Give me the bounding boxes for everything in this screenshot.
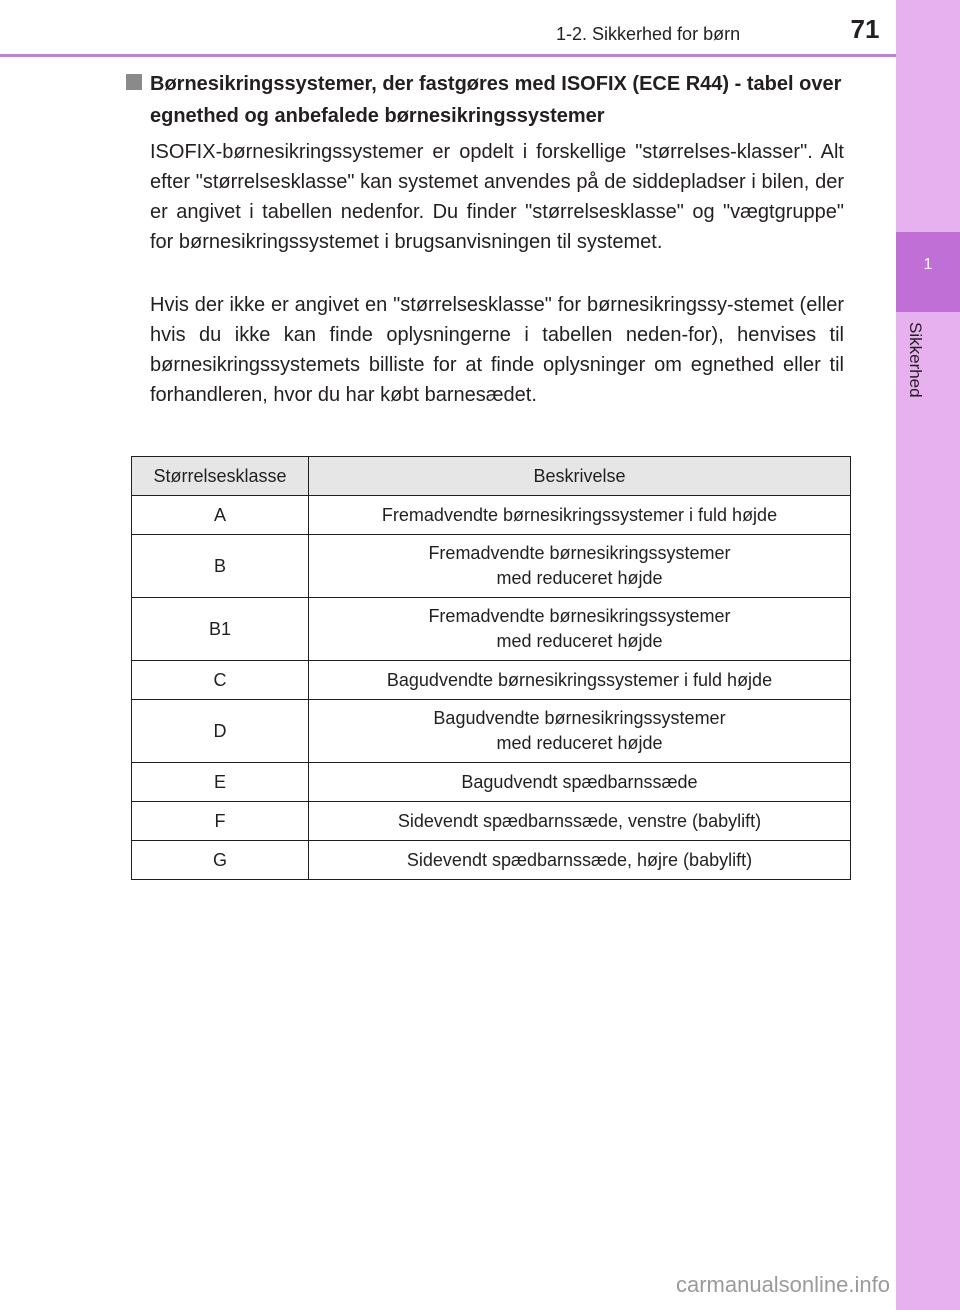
table-row [132, 700, 851, 763]
description-line: med reduceret højde [496, 568, 663, 588]
description-line: Sidevendt spædbarnssæde, venstre (babylift) [397, 810, 762, 831]
description-line: med reduceret højde [496, 733, 663, 753]
side-thumb-band [896, 0, 960, 1310]
section-heading-text: Børnesikringssystemer, der fastgøres med ISOFIX (ECE R44) - tabel over egnethed og anbefalede børnesikringssystemer [150, 73, 842, 127]
chapter-tab-label: Sikkerhed [906, 322, 925, 398]
description-line: Bagudvendt spædbarnssæde [461, 771, 698, 792]
size-class-cell: D [132, 700, 309, 763]
section-heading [126, 68, 850, 132]
description-line: Fremadvendte børnesikringssystemer [428, 606, 731, 626]
description-cell [309, 802, 851, 841]
body-paragraph: ISOFIX-børnesikringssystemer er opdelt i forskellige "størrelses-klasser". Alt efter "størrelsesklasse" kan systemet anvendes på de siddepladser i bilen, der er angivet i tabellen nedenfor. Du finder "størrelsesklasse" og "vægtgruppe" for børnesikringssystemet i brugsanvisningen til systemet. [150, 141, 844, 253]
description-line: Fremadvendte børnesikringssystemer i fuld højde [381, 504, 778, 525]
section-title: 1-2. Sikkerhed for børn [556, 24, 741, 44]
description-cell [309, 700, 851, 763]
header-rule [0, 54, 896, 57]
description-cell [309, 598, 851, 661]
size-class-table [131, 456, 851, 880]
description-line: Sidevendt spædbarnssæde, højre (babylift) [406, 849, 753, 870]
table-row [132, 496, 851, 535]
description-cell [309, 841, 851, 880]
column-header-size-class: Størrelsesklasse [132, 457, 309, 496]
heading-bullet-icon [126, 74, 142, 90]
table-row [132, 535, 851, 598]
description-line: med reduceret højde [496, 631, 663, 651]
description-line: Fremadvendte børnesikringssystemer [428, 543, 731, 563]
size-class-cell: B [132, 535, 309, 598]
column-header-description: Beskrivelse [309, 457, 851, 496]
description-cell [309, 661, 851, 700]
body-paragraph: Hvis der ikke er angivet en "størrelsesklasse" for børnesikringssy-stemet (eller hvis du ikke kan finde oplysningerne i tabellen neden-for), henvises til børnesikringssystemets billiste for at finde oplysninger om egnethed eller til forhandleren, hvor du har købt barnesædet. [150, 294, 844, 406]
description-cell [309, 496, 851, 535]
size-class-cell: B1 [132, 598, 309, 661]
table-row [132, 802, 851, 841]
description-line: Bagudvendte børnesikringssystemer i fuld højde [386, 669, 773, 690]
page-number: 71 [850, 14, 880, 44]
size-class-cell: G [132, 841, 309, 880]
description-cell [309, 763, 851, 802]
chapter-tab-number: 1 [923, 256, 933, 273]
table-row [132, 763, 851, 802]
size-class-cell: E [132, 763, 309, 802]
table-row [132, 598, 851, 661]
size-class-cell: A [132, 496, 309, 535]
description-cell [309, 535, 851, 598]
description-line: Bagudvendte børnesikringssystemer [433, 708, 726, 728]
table-header-row [132, 457, 851, 496]
size-class-cell: C [132, 661, 309, 700]
size-class-cell: F [132, 802, 309, 841]
table-row [132, 661, 851, 700]
table-row [132, 841, 851, 880]
watermark-text: carmanualsonline.info [675, 1272, 890, 1297]
